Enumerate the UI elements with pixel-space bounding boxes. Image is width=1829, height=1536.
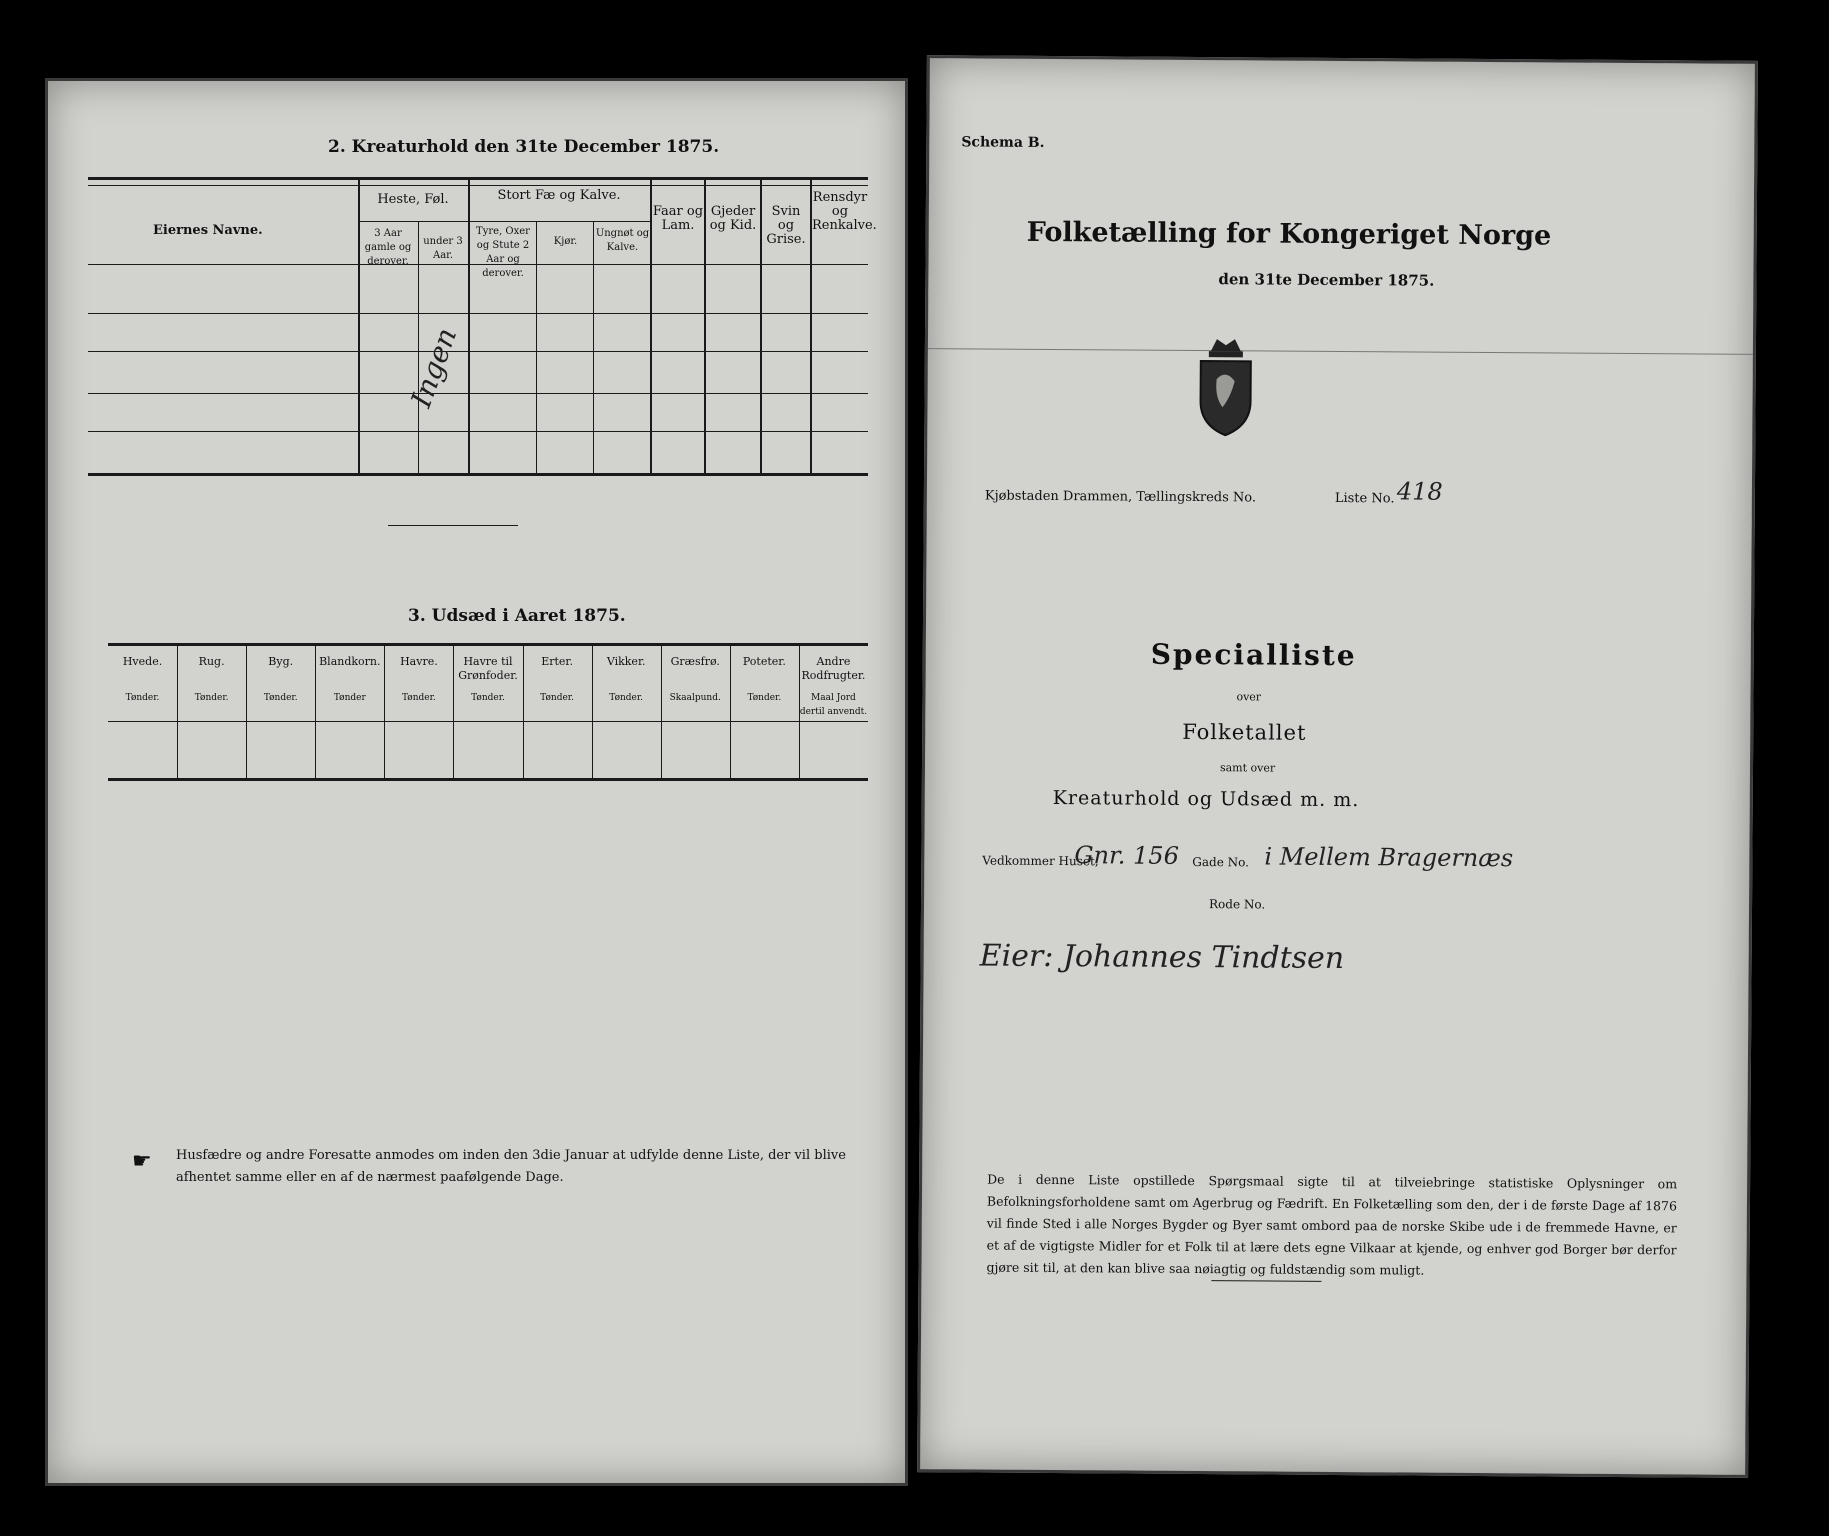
owner-handwritten: Eier: Johannes Tindtsen: [979, 938, 1345, 977]
reindeer-header: Rensdyr og Renkalve.: [812, 190, 877, 233]
crop-unit: Tønder.: [471, 693, 505, 703]
crop-unit: Tønder.: [402, 693, 436, 703]
section3-title: 3. Udsæd i Aaret 1875.: [408, 606, 626, 626]
crop-name: Havre til Grønfoder.: [458, 655, 518, 682]
cattle-sub-cows: Kjør.: [553, 236, 578, 247]
census-date: den 31te December 1875.: [1218, 270, 1435, 290]
notice-text: Husfædre og andre Foresatte anmodes om inden den 3die Januar at udfylde denne Liste, der vil blive afhentet samme eller en af de nærmest paafølgende Dage.: [176, 1148, 846, 1185]
crop-name: Vikker.: [606, 655, 646, 668]
crop-name: Poteter.: [742, 655, 786, 668]
house-number-handwritten: Gnr. 156: [1074, 841, 1180, 870]
folketallet-heading: Folketallet: [1182, 719, 1307, 745]
liste-number: 418: [1396, 477, 1443, 506]
cattle-header: Stort Fæ og Kalve.: [497, 188, 621, 203]
horses-sub-old: 3 Aar gamle og derover.: [364, 228, 412, 267]
section2-title: 2. Kreaturhold den 31te December 1875.: [328, 137, 720, 157]
specialliste-heading: Specialliste: [1150, 637, 1357, 673]
sheep-header: Faar og Lam.: [652, 204, 704, 233]
horses-sub-young: under 3 Aar.: [423, 236, 463, 261]
handwritten-ingen: Ingen: [404, 323, 464, 412]
crop-unit: Tønder.: [540, 693, 574, 703]
schema-label: Schema B.: [961, 134, 1045, 151]
left-page: [45, 78, 908, 1486]
kreaturhold-heading: Kreaturhold og Udsæd m. m.: [1052, 787, 1360, 812]
pointing-hand-icon: ☛: [132, 1149, 152, 1174]
owner-column-header: Eiernes Navne.: [153, 223, 263, 238]
cattle-sub-bulls: Tyre, Oxer og Stute 2 Aar og derover.: [476, 226, 530, 279]
crop-unit: Tønder.: [263, 693, 298, 703]
district-line: Kjøbstaden Drammen, Tællingskreds No.: [984, 488, 1257, 506]
cattle-sub-young: Ungnøt og Kalve.: [595, 228, 650, 253]
rode-no-label: Rode No.: [1208, 897, 1266, 912]
crop-name: Andre Rodfrugter.: [801, 655, 866, 682]
crop-unit: Tønder.: [609, 693, 644, 703]
crop-unit: Tønder.: [194, 693, 229, 703]
vedkommer-label: Vedkommer Huset,: [982, 853, 1099, 869]
coat-of-arms-icon: [1192, 337, 1259, 437]
crop-unit: Tønder.: [125, 693, 160, 703]
crop-unit: Tønder.: [747, 693, 782, 703]
crop-unit: Tønder: [333, 693, 366, 703]
samt-over-label: samt over: [1219, 761, 1276, 775]
crop-name: Byg.: [268, 655, 294, 668]
crop-unit: Skaalpund.: [669, 693, 721, 703]
crop-unit: Maal Jord dertil anvendt.: [799, 693, 868, 717]
crop-name: Havre.: [400, 655, 438, 668]
horses-header: Heste, Føl.: [377, 192, 449, 207]
street-handwritten: i Mellem Bragernæs: [1264, 842, 1514, 873]
liste-label: Liste No.: [1334, 490, 1395, 507]
pigs-header: Svin og Grise.: [766, 204, 806, 247]
explanatory-paragraph: De i denne Liste opstillede Spørgsmaal sigte til at tilveiebringe statistiske Oplysninger om Befolkningsforholdene samt om Agerbrug og Fædrift. En Folketælling som den, der i de første Dage af 1876 vil finde Sted i alle Norges Bygder og Byer samt ombord paa de norske Skibe ude i de fremmede Havne, er et af de vigtigste Midler for et Folk til at lære dets egne Vilkaar at kjende, og enhver god Borger bør derfor gjøre sit til, at den kan blive saa nøiagtig og fuldstændig som muligt.: [986, 1171, 1678, 1278]
main-title: Folketælling for Kongeriget Norge: [1026, 216, 1552, 252]
crop-name: Hvede.: [122, 655, 163, 668]
right-page: [917, 55, 1758, 1478]
over-label: over: [1236, 690, 1262, 704]
crop-name: Rug.: [198, 655, 225, 668]
crop-name: Græsfrø.: [670, 655, 720, 668]
goats-header: Gjeder og Kid.: [709, 204, 757, 233]
crop-name: Erter.: [541, 655, 573, 668]
crop-name: Blandkorn.: [319, 655, 381, 668]
gade-no-label: Gade No.: [1192, 854, 1250, 870]
